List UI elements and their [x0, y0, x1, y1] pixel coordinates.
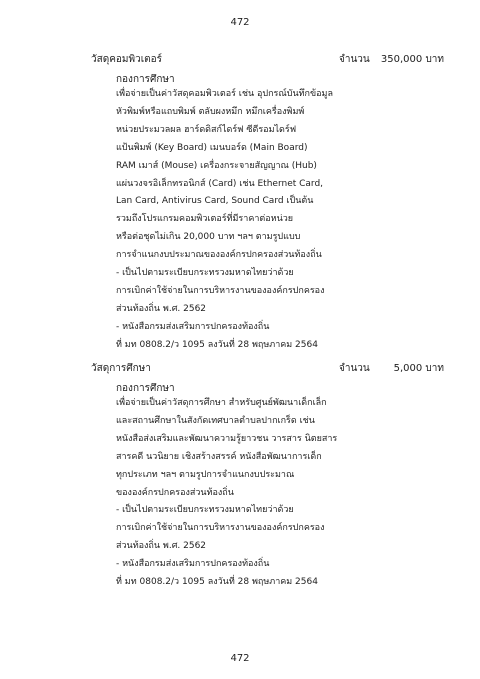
- description-line: รวมถึงโปรแกรมคอมพิวเตอร์ที่มีราคาต่อหน่วย: [116, 214, 294, 225]
- quantity-label: จำนวน: [339, 54, 370, 65]
- description-education-supplies: [116, 395, 366, 592]
- description-line: และสถานศึกษาในสังกัดเทศบาลตำบลปากเกร็ด เช่น: [116, 415, 315, 426]
- description-line: หรือต่อชุดไม่เกิน 20,000 บาท ฯลฯ ตามรูปแบบ: [116, 232, 301, 243]
- description-line: การเบิกค่าใช้จ่ายในการบริหารงานขององค์กรปกครอง: [116, 523, 325, 534]
- description-line: ที่ มท 0808.2/ว 1095 ลงวันที่ 28 พฤษภาคม 2564: [116, 339, 318, 350]
- description-line: เพื่อจ่ายเป็นค่าวัสดุคอมพิวเตอร์ เช่น อุปกรณ์บันทึกข้อมูล: [116, 89, 333, 99]
- description-line: RAM เมาส์ (Mouse) เครื่องกระจายสัญญาณ (Hub): [116, 160, 317, 171]
- item-title-education-supplies: วัสดุการศึกษา: [91, 363, 151, 374]
- description-line: หน่วยประมวลผล ฮาร์ดดิสก์ไดร์ฟ ซีดีรอมไดร์ฟ: [116, 124, 297, 135]
- description-line: Lan Card, Antivirus Card, Sound Card เป็นต้น: [116, 196, 314, 207]
- description-line: การเบิกค่าใช้จ่ายในการบริหารงานขององค์กรปกครอง: [116, 285, 325, 296]
- description-line: - เป็นไปตามระเบียบกระทรวงมหาดไทยว่าด้วย: [116, 268, 294, 279]
- item-title-computer-supplies: วัสดุคอมพิวเตอร์: [91, 54, 162, 65]
- description-line: เพื่อจ่ายเป็นค่าวัสดุการศึกษา สำหรับศูนย์พัฒนาเด็กเล็ก: [116, 398, 327, 408]
- description-line: แป้นพิมพ์ (Key Board) เมนบอร์ด (Main Board): [116, 142, 308, 153]
- department-label: กองการศึกษา: [116, 383, 175, 394]
- description-line: ส่วนท้องถิ่น พ.ศ. 2562: [116, 303, 207, 314]
- description-line: แผ่นวงจรอิเล็กทรอนิกส์ (Card) เช่น Ethernet Card,: [116, 178, 324, 189]
- description-line: - หนังสือกรมส่งเสริมการปกครองท้องถิ่น: [116, 559, 270, 570]
- department-label: กองการศึกษา: [116, 74, 175, 85]
- description-line: - เป็นไปตามระเบียบกระทรวงมหาดไทยว่าด้วย: [116, 505, 294, 516]
- description-line: หัวพิมพ์หรือแถบพิมพ์ ตลับผงหมึก หมึกเครื่องพิมพ์: [116, 106, 305, 117]
- page-number-bottom: 472: [230, 653, 250, 664]
- quantity-label: จำนวน: [339, 363, 370, 374]
- description-line: หนังสือส่งเสริมและพัฒนาความรู้ยาวชน วารสาร นิตยสาร: [116, 433, 338, 444]
- amount-computer-supplies: 350,000 บาท: [380, 54, 444, 65]
- description-line: ส่วนท้องถิ่น พ.ศ. 2562: [116, 541, 207, 552]
- description-line: - หนังสือกรมส่งเสริมการปกครองท้องถิ่น: [116, 321, 270, 332]
- page-number-top: 472: [230, 17, 250, 28]
- description-line: ทุกประเภท ฯลฯ ตามรูปการจำแนกงบประมาณ: [116, 469, 295, 480]
- amount-education-supplies: 5,000 บาท: [393, 363, 444, 374]
- description-line: สารคดี นวนิยาย เชิงสร้างสรรค์ หนังสือพัฒนาการเด็ก: [116, 451, 322, 462]
- description-line: การจำแนกงบประมาณขององค์กรปกครองส่วนท้องถิ่น: [116, 250, 322, 261]
- description-line: ขององค์กรปกครองส่วนท้องถิ่น: [116, 487, 234, 498]
- description-line: ที่ มท 0808.2/ว 1095 ลงวันที่ 28 พฤษภาคม 2564: [116, 577, 318, 588]
- description-computer-supplies: [116, 86, 366, 355]
